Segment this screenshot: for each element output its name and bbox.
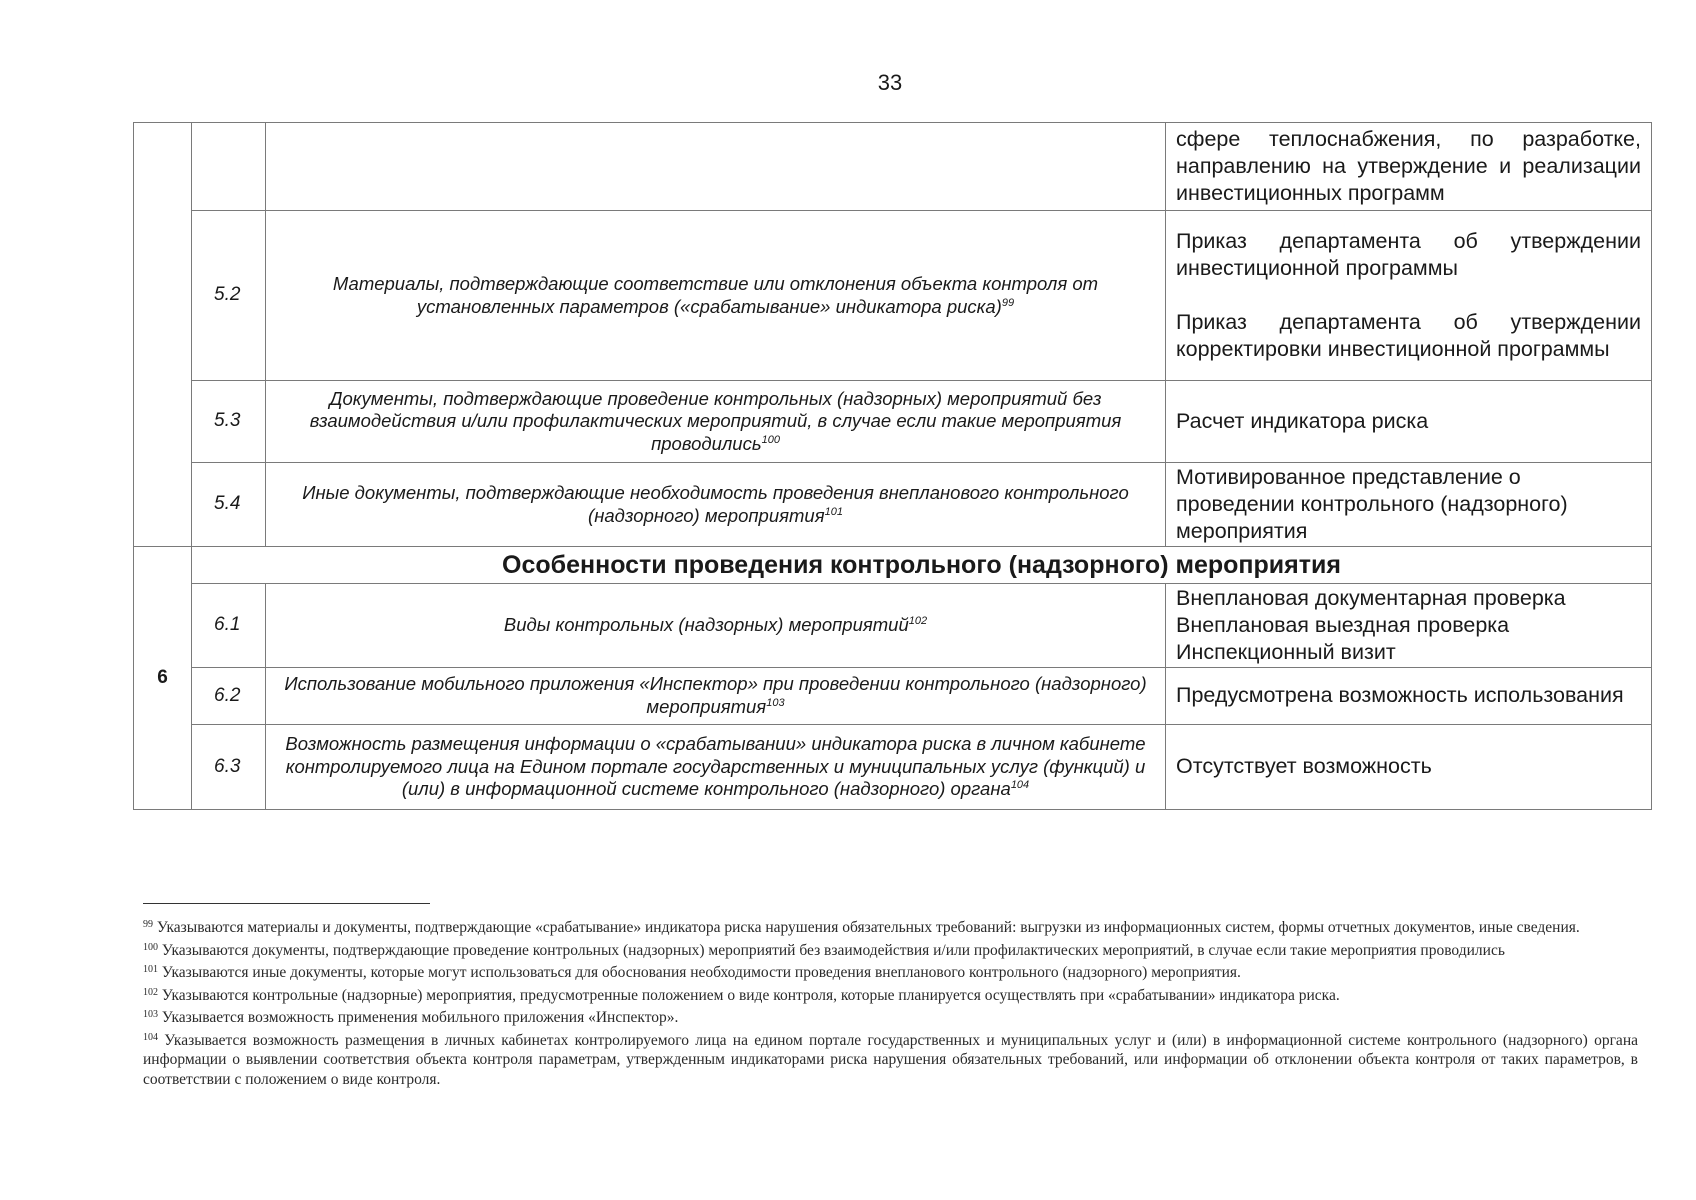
row-description bbox=[266, 584, 1166, 668]
footnote bbox=[143, 1008, 1638, 1028]
row-description bbox=[266, 381, 1166, 463]
section-6-number: 6 bbox=[134, 547, 192, 810]
row-value-line: Предусмотрена возможность использования bbox=[1176, 683, 1624, 708]
row-value bbox=[1166, 668, 1652, 725]
row-value bbox=[1166, 725, 1652, 810]
row-value-line: Расчет индикатора риска bbox=[1176, 408, 1429, 433]
footnote-number: 101 bbox=[143, 964, 158, 975]
table-row bbox=[134, 211, 1652, 381]
row-value-line: Приказ департамента об утверждении корректировки инвестиционной программы bbox=[1176, 309, 1641, 361]
table-row bbox=[134, 381, 1652, 463]
control-measures-table bbox=[133, 122, 1652, 810]
row-id: 5.2 bbox=[192, 211, 266, 381]
footnote-text: Указываются иные документы, которые могут использоваться для обоснования необходимости проведения внепланового контрольного (надзорного) мероприятия. bbox=[158, 964, 1241, 981]
row-value-line: Мотивированное представление о проведении контрольного (надзорного) мероприятия bbox=[1176, 464, 1568, 544]
section-heading-row bbox=[134, 547, 1652, 584]
row-description bbox=[266, 463, 1166, 547]
footnote-ref[interactable]: 99 bbox=[1001, 296, 1015, 309]
footnote bbox=[143, 941, 1638, 961]
table-row bbox=[134, 123, 1652, 211]
section-6-heading: Особенности проведения контрольного (надзорного) мероприятия bbox=[192, 547, 1652, 584]
row-value-line: Внеплановая выездная проверка bbox=[1176, 612, 1510, 637]
footnote-ref[interactable]: 103 bbox=[766, 697, 785, 709]
row-value bbox=[1166, 463, 1652, 547]
row-value bbox=[1166, 123, 1652, 211]
row-id: 6.1 bbox=[192, 584, 266, 668]
footnote bbox=[143, 986, 1638, 1006]
table-row bbox=[134, 725, 1652, 810]
footnote-separator bbox=[143, 903, 430, 904]
row-id bbox=[192, 123, 266, 211]
table-row bbox=[134, 584, 1652, 668]
footnote-ref[interactable]: 104 bbox=[1010, 779, 1030, 792]
row-value-line: Приказ департамента об утверждении инвестиционной программы bbox=[1176, 228, 1641, 281]
footnote-number: 102 bbox=[143, 986, 158, 998]
footnote-text: Указываются документы, подтверждающие проведение контрольных (надзорных) мероприятий без взаимодействия и/или профилактических мероприятий, в случае если такие мероприятия проводились bbox=[158, 941, 1505, 959]
row-description bbox=[266, 211, 1166, 381]
footnote-text: Указывается возможность размещения в личных кабинетах контролируемого лица на едином портале государственных и муниципальных услуг и (или) в информационной системе контрольного (надзорного) органа информации о выявлении соответствия объекта контроля параметрам, утвержденным индикаторами риска нарушения обязательных требований, или информации об отклонении объекта контроля от таких параметров, в соответствии с положением о виде контроля. bbox=[143, 1031, 1638, 1088]
row-id: 6.2 bbox=[192, 668, 266, 725]
section-5-number-cell bbox=[134, 123, 192, 547]
row-id: 5.3 bbox=[192, 381, 266, 463]
footnote-number: 100 bbox=[143, 941, 158, 953]
row-description-text: Возможность размещения информации о «срабатывании» индикатора риска в личном кабинете контролируемого лица на Едином портале государственных и муниципальных услуг (функций) и (или) в информационной системе контрольного (надзорного) органа bbox=[285, 733, 1146, 800]
footnote-number: 99 bbox=[143, 919, 153, 930]
footnote-text: Указываются контрольные (надзорные) мероприятия, предусмотренные положением о виде контроля, которые планируется осуществлять при «срабатывании» индикатора риска. bbox=[158, 986, 1340, 1004]
footnote-number: 104 bbox=[143, 1031, 158, 1043]
row-id: 5.4 bbox=[192, 463, 266, 547]
row-value-line: Внеплановая документарная проверка bbox=[1176, 585, 1566, 610]
row-value bbox=[1166, 211, 1652, 381]
row-value bbox=[1166, 584, 1652, 668]
footnote-ref[interactable]: 100 bbox=[761, 433, 780, 446]
footnote-ref[interactable]: 102 bbox=[908, 615, 928, 628]
row-description bbox=[266, 123, 1166, 211]
row-value-line: Отсутствует возможность bbox=[1176, 754, 1432, 779]
row-description-text: Документы, подтверждающие проведение контрольных (надзорных) мероприятий без взаимодействия и/или профилактических мероприятий, в случае если такие мероприятия проводились bbox=[309, 387, 1122, 454]
page-number: 33 bbox=[877, 70, 903, 95]
footnote-ref[interactable]: 101 bbox=[824, 505, 843, 518]
row-value bbox=[1166, 381, 1652, 463]
table-row bbox=[134, 668, 1652, 725]
footnote-text: Указывается возможность применения мобильного приложения «Инспектор». bbox=[158, 1009, 679, 1026]
row-description-text: Виды контрольных (надзорных) мероприятий bbox=[503, 614, 909, 636]
row-description bbox=[266, 725, 1166, 810]
row-value-line: Инспекционный визит bbox=[1176, 640, 1396, 665]
row-value-line: сфере теплоснабжения, по разработке, направлению на утверждение и реализации инвестиционных программ bbox=[1176, 126, 1641, 206]
footnote bbox=[143, 1031, 1638, 1090]
footnote-number: 103 bbox=[143, 1009, 158, 1020]
row-description bbox=[266, 668, 1166, 725]
footnote bbox=[143, 963, 1638, 983]
footnote-text: Указываются материалы и документы, подтверждающие «срабатывание» индикатора риска нарушения обязательных требований: выгрузки из информационных систем, формы отчетных документов, иные сведения. bbox=[153, 919, 1580, 936]
footnote bbox=[143, 918, 1638, 938]
table-row bbox=[134, 463, 1652, 547]
row-description-text: Использование мобильного приложения «Инспектор» при проведении контрольного (надзорного) мероприятия bbox=[284, 673, 1147, 717]
footnotes bbox=[143, 918, 1638, 1092]
row-description-text: Иные документы, подтверждающие необходимость проведения внепланового контрольного (надзорного) мероприятия bbox=[302, 481, 1129, 526]
row-id: 6.3 bbox=[192, 725, 266, 810]
row-description-text: Материалы, подтверждающие соответствие или отклонения объекта контроля от установленных параметров («срабатывание» индикатора риска) bbox=[332, 272, 1099, 317]
